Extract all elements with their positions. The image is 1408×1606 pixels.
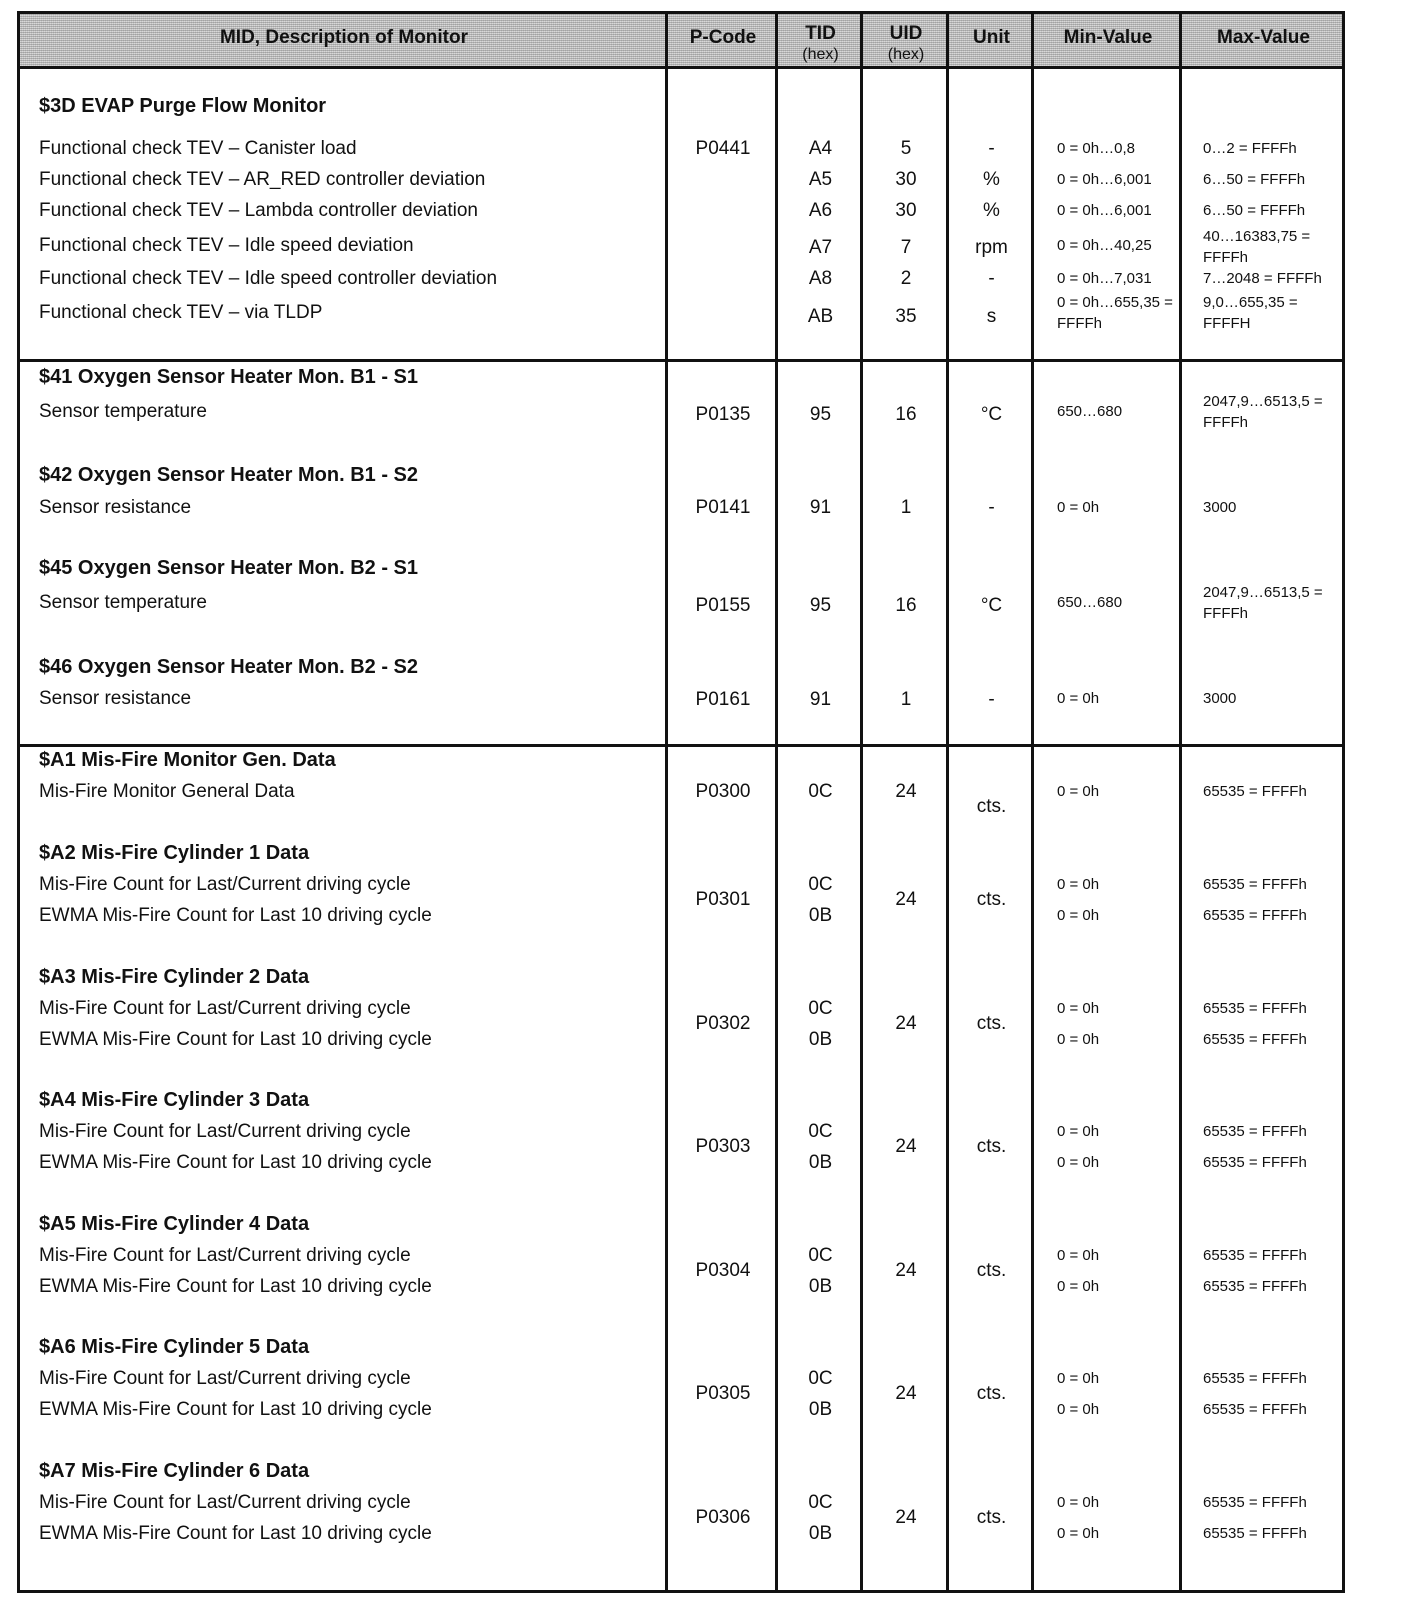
uid-value: 1 xyxy=(900,689,912,710)
p-code: P0300 xyxy=(695,781,751,802)
min-value: 0 = 0h xyxy=(1057,1370,1100,1388)
max-value: 7…2048 = FFFFh xyxy=(1203,270,1322,287)
unit-value: cts. xyxy=(976,1507,1007,1528)
unit-value: °C xyxy=(980,595,1003,616)
p-code: P0303 xyxy=(695,1136,751,1158)
unit-value: cts. xyxy=(976,1383,1007,1405)
unit-value: cts. xyxy=(976,1259,1007,1281)
max-value: 65535 = FFFFh xyxy=(1203,999,1307,1017)
uid-value: 24 xyxy=(895,1259,917,1281)
max-value: 65535 = FFFFh xyxy=(1203,1401,1307,1419)
description: Functional check TEV – via TLDP xyxy=(39,302,323,323)
min-value: 0 = 0h xyxy=(1057,1401,1100,1419)
header-tid: TID (hex) xyxy=(802,23,839,63)
tid-value: 0C xyxy=(808,874,833,895)
p-code: P0141 xyxy=(695,497,751,518)
max-value: 6…50 = FFFFh xyxy=(1203,171,1306,188)
description: Mis-Fire Count for Last/Current driving cycle xyxy=(39,1492,411,1513)
uid-value: 24 xyxy=(895,889,917,910)
unit-value: cts. xyxy=(976,889,1007,910)
unit-value: % xyxy=(983,169,1000,190)
tid-value: 91 xyxy=(809,497,832,518)
unit-value: rpm xyxy=(975,237,1008,258)
tid-value: A6 xyxy=(808,200,833,221)
section-title: $45 Oxygen Sensor Heater Mon. B2 - S1 xyxy=(39,557,419,579)
unit-value: - xyxy=(988,689,995,710)
min-value: 0 = 0h xyxy=(1057,499,1100,516)
unit-value: °C xyxy=(980,404,1003,425)
min-value: 0 = 0h xyxy=(1057,1154,1100,1172)
min-value: 650…680 xyxy=(1057,403,1123,420)
p-code: P0301 xyxy=(695,889,751,910)
min-value: 0 = 0h…0,8 xyxy=(1057,140,1135,157)
uid-value: 24 xyxy=(895,1383,917,1405)
tid-value: 0C xyxy=(808,781,833,802)
max-value: 65535 = FFFFh xyxy=(1203,1246,1307,1264)
uid-value: 2 xyxy=(900,268,912,289)
max-value: 2047,9…6513,5 = FFFFh xyxy=(1203,393,1323,431)
uid-value: 24 xyxy=(895,1136,917,1158)
tid-value: 0B xyxy=(808,1028,833,1050)
description: Sensor temperature xyxy=(39,592,207,613)
tid-value: 0B xyxy=(808,1275,833,1297)
uid-value: 16 xyxy=(895,595,917,616)
max-value: 65535 = FFFFh xyxy=(1203,1277,1307,1295)
min-value: 0 = 0h xyxy=(1057,876,1100,893)
p-code: P0304 xyxy=(695,1259,751,1281)
p-code: P0135 xyxy=(695,404,751,425)
section-title: $46 Oxygen Sensor Heater Mon. B2 - S2 xyxy=(39,656,419,678)
section-title: $A6 Mis-Fire Cylinder 5 Data xyxy=(39,1336,310,1359)
section-title: $A3 Mis-Fire Cylinder 2 Data xyxy=(39,965,310,988)
section-divider xyxy=(17,744,1345,747)
unit-value: s xyxy=(986,306,997,327)
min-value: 0 = 0h…6,001 xyxy=(1057,171,1152,188)
uid-value: 7 xyxy=(900,237,912,258)
description: Sensor temperature xyxy=(39,401,207,422)
max-value: 65535 = FFFFh xyxy=(1203,907,1307,924)
min-value: 0 = 0h xyxy=(1057,1277,1100,1295)
max-value: 3000 xyxy=(1203,499,1237,516)
description: EWMA Mis-Fire Count for Last 10 driving cycle xyxy=(39,1028,432,1050)
description: EWMA Mis-Fire Count for Last 10 driving cycle xyxy=(39,1275,432,1297)
unit-value: % xyxy=(983,200,1000,221)
min-value: 0 = 0h…40,25 xyxy=(1057,237,1152,254)
tid-value: 0B xyxy=(808,1152,833,1174)
header-pcode: P-Code xyxy=(689,27,757,48)
tid-value: 0B xyxy=(808,1523,833,1544)
min-value: 0 = 0h xyxy=(1057,1246,1100,1264)
min-value: 0 = 0h xyxy=(1057,1030,1100,1048)
uid-value: 16 xyxy=(895,404,917,425)
tid-value: 0C xyxy=(808,1121,833,1143)
tid-value: AB xyxy=(807,306,834,327)
description: EWMA Mis-Fire Count for Last 10 driving cycle xyxy=(39,1523,432,1544)
tid-value: 91 xyxy=(809,689,832,710)
uid-value: 35 xyxy=(895,306,917,327)
section-title: $A1 Mis-Fire Monitor Gen. Data xyxy=(39,749,336,771)
section-divider xyxy=(17,359,1345,362)
tid-value: 95 xyxy=(809,404,832,425)
p-code: P0305 xyxy=(695,1383,751,1405)
header-max-value: Max-Value xyxy=(1217,27,1310,48)
max-value: 6…50 = FFFFh xyxy=(1203,202,1306,219)
max-value: 9,0…655,35 = FFFFH xyxy=(1203,294,1298,332)
max-value: 65535 = FFFFh xyxy=(1203,1123,1307,1141)
max-value: 2047,9…6513,5 = FFFFh xyxy=(1203,584,1323,622)
uid-value: 24 xyxy=(895,1507,917,1528)
min-value: 650…680 xyxy=(1057,594,1123,611)
min-value: 0 = 0h xyxy=(1057,1123,1100,1141)
min-value: 0 = 0h…7,031 xyxy=(1057,270,1152,287)
tid-value: 0B xyxy=(808,1399,833,1421)
tid-value: A5 xyxy=(808,169,833,190)
unit-value: - xyxy=(988,497,995,518)
min-value: 0 = 0h xyxy=(1057,1525,1100,1542)
description: Mis-Fire Monitor General Data xyxy=(39,781,295,802)
section-title: $A7 Mis-Fire Cylinder 6 Data xyxy=(39,1460,310,1482)
description: EWMA Mis-Fire Count for Last 10 driving cycle xyxy=(39,1152,432,1174)
uid-value: 1 xyxy=(900,497,912,518)
max-value: 65535 = FFFFh xyxy=(1203,1370,1307,1388)
description: EWMA Mis-Fire Count for Last 10 driving cycle xyxy=(39,1399,432,1421)
max-value: 65535 = FFFFh xyxy=(1203,1525,1307,1542)
max-value: 65535 = FFFFh xyxy=(1203,1494,1307,1511)
description: Sensor resistance xyxy=(39,497,192,518)
max-value: 40…16383,75 = FFFFh xyxy=(1203,228,1311,266)
tid-value: 0C xyxy=(808,1368,833,1390)
description: Mis-Fire Count for Last/Current driving cycle xyxy=(39,1121,411,1143)
description: Sensor resistance xyxy=(39,688,192,709)
tid-value: 95 xyxy=(809,595,832,616)
description: Mis-Fire Count for Last/Current driving cycle xyxy=(39,874,411,895)
unit-value: cts. xyxy=(976,1136,1007,1158)
max-value: 65535 = FFFFh xyxy=(1203,783,1307,800)
min-value: 0 = 0h…6,001 xyxy=(1057,202,1152,219)
min-value: 0 = 0h xyxy=(1057,1494,1100,1511)
unit-value: - xyxy=(988,138,995,159)
tid-value: 0B xyxy=(808,905,833,926)
min-value: 0 = 0h xyxy=(1057,783,1100,800)
description: Mis-Fire Count for Last/Current driving cycle xyxy=(39,997,411,1019)
section-title: $A5 Mis-Fire Cylinder 4 Data xyxy=(39,1212,310,1235)
section-title: $41 Oxygen Sensor Heater Mon. B1 - S1 xyxy=(39,366,419,388)
unit-value: cts. xyxy=(976,1012,1007,1034)
description: Functional check TEV – AR_RED controller deviation xyxy=(39,169,486,190)
column-divider xyxy=(1179,11,1182,1593)
section-title: $A4 Mis-Fire Cylinder 3 Data xyxy=(39,1089,310,1112)
p-code: P0161 xyxy=(695,689,751,710)
header-min-value: Min-Value xyxy=(1063,27,1153,48)
description: Functional check TEV – Lambda controller deviation xyxy=(39,200,479,221)
unit-value: cts. xyxy=(976,796,1007,817)
tid-value: A4 xyxy=(808,138,833,159)
monitor-table xyxy=(17,11,1345,1593)
uid-value: 30 xyxy=(895,200,917,221)
section-title: $42 Oxygen Sensor Heater Mon. B1 - S2 xyxy=(39,464,419,486)
description: Mis-Fire Count for Last/Current driving cycle xyxy=(39,1244,411,1266)
description: Functional check TEV – Canister load xyxy=(39,138,357,159)
p-code: P0306 xyxy=(695,1507,751,1528)
description: EWMA Mis-Fire Count for Last 10 driving cycle xyxy=(39,905,432,926)
uid-value: 5 xyxy=(900,138,912,159)
section-title: $A2 Mis-Fire Cylinder 1 Data xyxy=(39,842,310,864)
tid-value: 0C xyxy=(808,997,833,1019)
tid-value: 0C xyxy=(808,1244,833,1266)
description: Mis-Fire Count for Last/Current driving cycle xyxy=(39,1368,411,1390)
uid-value: 24 xyxy=(895,781,917,802)
header-divider xyxy=(17,66,1345,69)
max-value: 0…2 = FFFFh xyxy=(1203,140,1297,157)
description: Functional check TEV – Idle speed deviation xyxy=(39,235,414,256)
min-value: 0 = 0h xyxy=(1057,690,1100,707)
description: Functional check TEV – Idle speed controller deviation xyxy=(39,268,498,289)
tid-value: A8 xyxy=(808,268,833,289)
tid-value: 0C xyxy=(808,1492,833,1513)
p-code: P0441 xyxy=(695,138,751,159)
header-unit: Unit xyxy=(973,27,1010,48)
max-value: 65535 = FFFFh xyxy=(1203,1154,1307,1172)
header-description: MID, Description of Monitor xyxy=(219,27,469,48)
section-title: $3D EVAP Purge Flow Monitor xyxy=(39,95,327,117)
max-value: 65535 = FFFFh xyxy=(1203,876,1307,893)
p-code: P0155 xyxy=(695,595,751,616)
p-code: P0302 xyxy=(695,1012,751,1034)
header-uid: UID (hex) xyxy=(887,23,925,63)
min-value: 0 = 0h xyxy=(1057,999,1100,1017)
uid-value: 24 xyxy=(895,1012,917,1034)
min-value: 0 = 0h xyxy=(1057,907,1100,924)
uid-value: 30 xyxy=(895,169,917,190)
max-value: 3000 xyxy=(1203,690,1237,707)
min-value: 0 = 0h…655,35 = FFFFh xyxy=(1057,294,1173,332)
max-value: 65535 = FFFFh xyxy=(1203,1030,1307,1048)
tid-value: A7 xyxy=(808,237,833,258)
unit-value: - xyxy=(988,268,995,289)
